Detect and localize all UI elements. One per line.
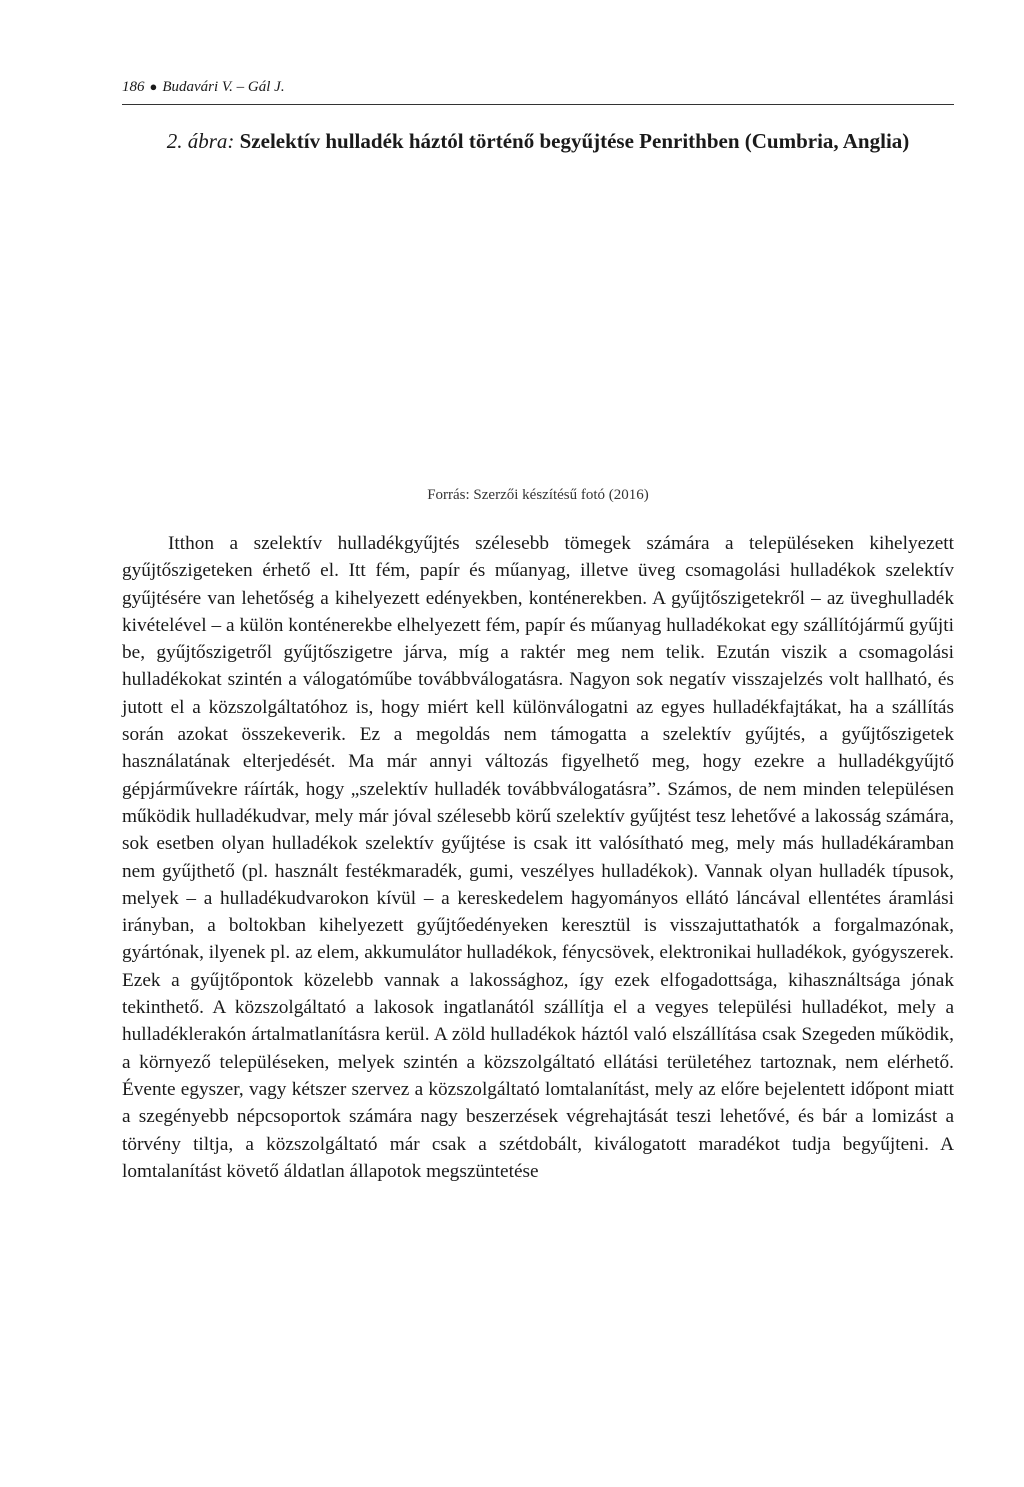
separator-bullet: ● bbox=[149, 79, 158, 94]
body-paragraph: Itthon a szelektív hulladékgyűjtés szélesebb tömegek számára a településeken kihelyezett gyűjtőszigeteken érhető el. Itt fém, papír és műanyag, illetve üveg csomagolási hulladékok szelektív gyűjtésére van lehetőség a kihelyezett edényekben, konténerekben. A gyűjtőszigetekről – az üveghulladék kivételével – a külön konténerekbe elhelyezett fém, papír és műanyag hulladékokat egy szállítójármű gyűjti be, gyűjtőszigetről gyűjtőszigetre járva, míg a raktér meg nem telik. Ezután viszik a csomagolási hulladékokat szintén a válogatóműbe továbbválogatásra. Nagyon sok negatív visszajelzés volt hallható, és jutott el a közszolgáltatóhoz is, hogy miért kell különválogatni az egyes hulladékfajtákat, ha a szállítás során azokat összekeverik. Ez a megoldás nem támogatta a szelektív gyűjtés, a gyűjtőszigetek használatának elterjedését. Ma már annyi változás figyelhető meg, hogy ezekre a hulladékgyűjtő gépjárművekre ráírták, hogy „szelektív hulladék továbbválogatásra”. Számos, de nem minden településen működik hulladékudvar, mely már jóval szélesebb körű szelektív gyűjtést tesz lehetővé a lakosság számára, sok esetben olyan hulladékok szelektív gyűjtése is csak itt valósítható meg, mely más hulladékáramban nem gyűjthető (pl. használt festékmaradék, gumi, veszélyes hulladékok). Vannak olyan hulladék típusok, melyek – a hulladékudvarokon kívül – a kereskedelem hagyományos ellátó láncával ellentétes áramlási irányban, a boltokban kihelyezett gyűjtőedényeken keresztül is visszajuttathatók a forgalmazónak, gyártónak, ilyenek pl. az elem, akkumulátor hulladékok, fénycsövek, elektronikai hulladékok, gyógyszerek. Ezek a gyűjtőpontok közelebb vannak a lakossághoz, így ezek elfogadottsága, kihasználtsága jónak tekinthető. A közszolgáltató a lakosok ingatlanától szállítja el a vegyes települési hulladékot, mely a hulladéklerakón ártalmatlanításra kerül. A zöld hulladékok háztól való elszállítása csak Szegeden működik, a környező településeken, melyek szintén a közszolgáltató ellátási területéhez tartoznak, nem elérhető. Évente egyszer, vagy kétszer szervez a közszolgáltató lomtalanítást, mely az előre bejelentett időpont miatt a szegényebb népcsoportok számára nagy beszerzések végrehajtását teszi lehetővé, és bár a lomizást a törvény tiltja, a közszolgáltató már csak a szétdobált, kiválogatott maradékot tudja begyűjteni. A lomtalanítást követő áldatlan állapotok megszüntetése bbox=[122, 533, 954, 1182]
authors: Budavári V. – Gál J. bbox=[162, 79, 285, 95]
figure-source: Forrás: Szerzői készítésű fotó (2016) bbox=[427, 487, 649, 503]
figure-label: 2. ábra: bbox=[166, 129, 235, 153]
running-head bbox=[122, 76, 954, 105]
figure-photo bbox=[200, 200, 880, 470]
page-number: 186 bbox=[122, 79, 145, 95]
figure-title: Szelektív hulladék háztól történő begyűjtése Penrithben (Cumbria, Anglia) bbox=[239, 129, 910, 153]
figure-caption bbox=[122, 126, 954, 157]
body-text bbox=[122, 530, 954, 1185]
